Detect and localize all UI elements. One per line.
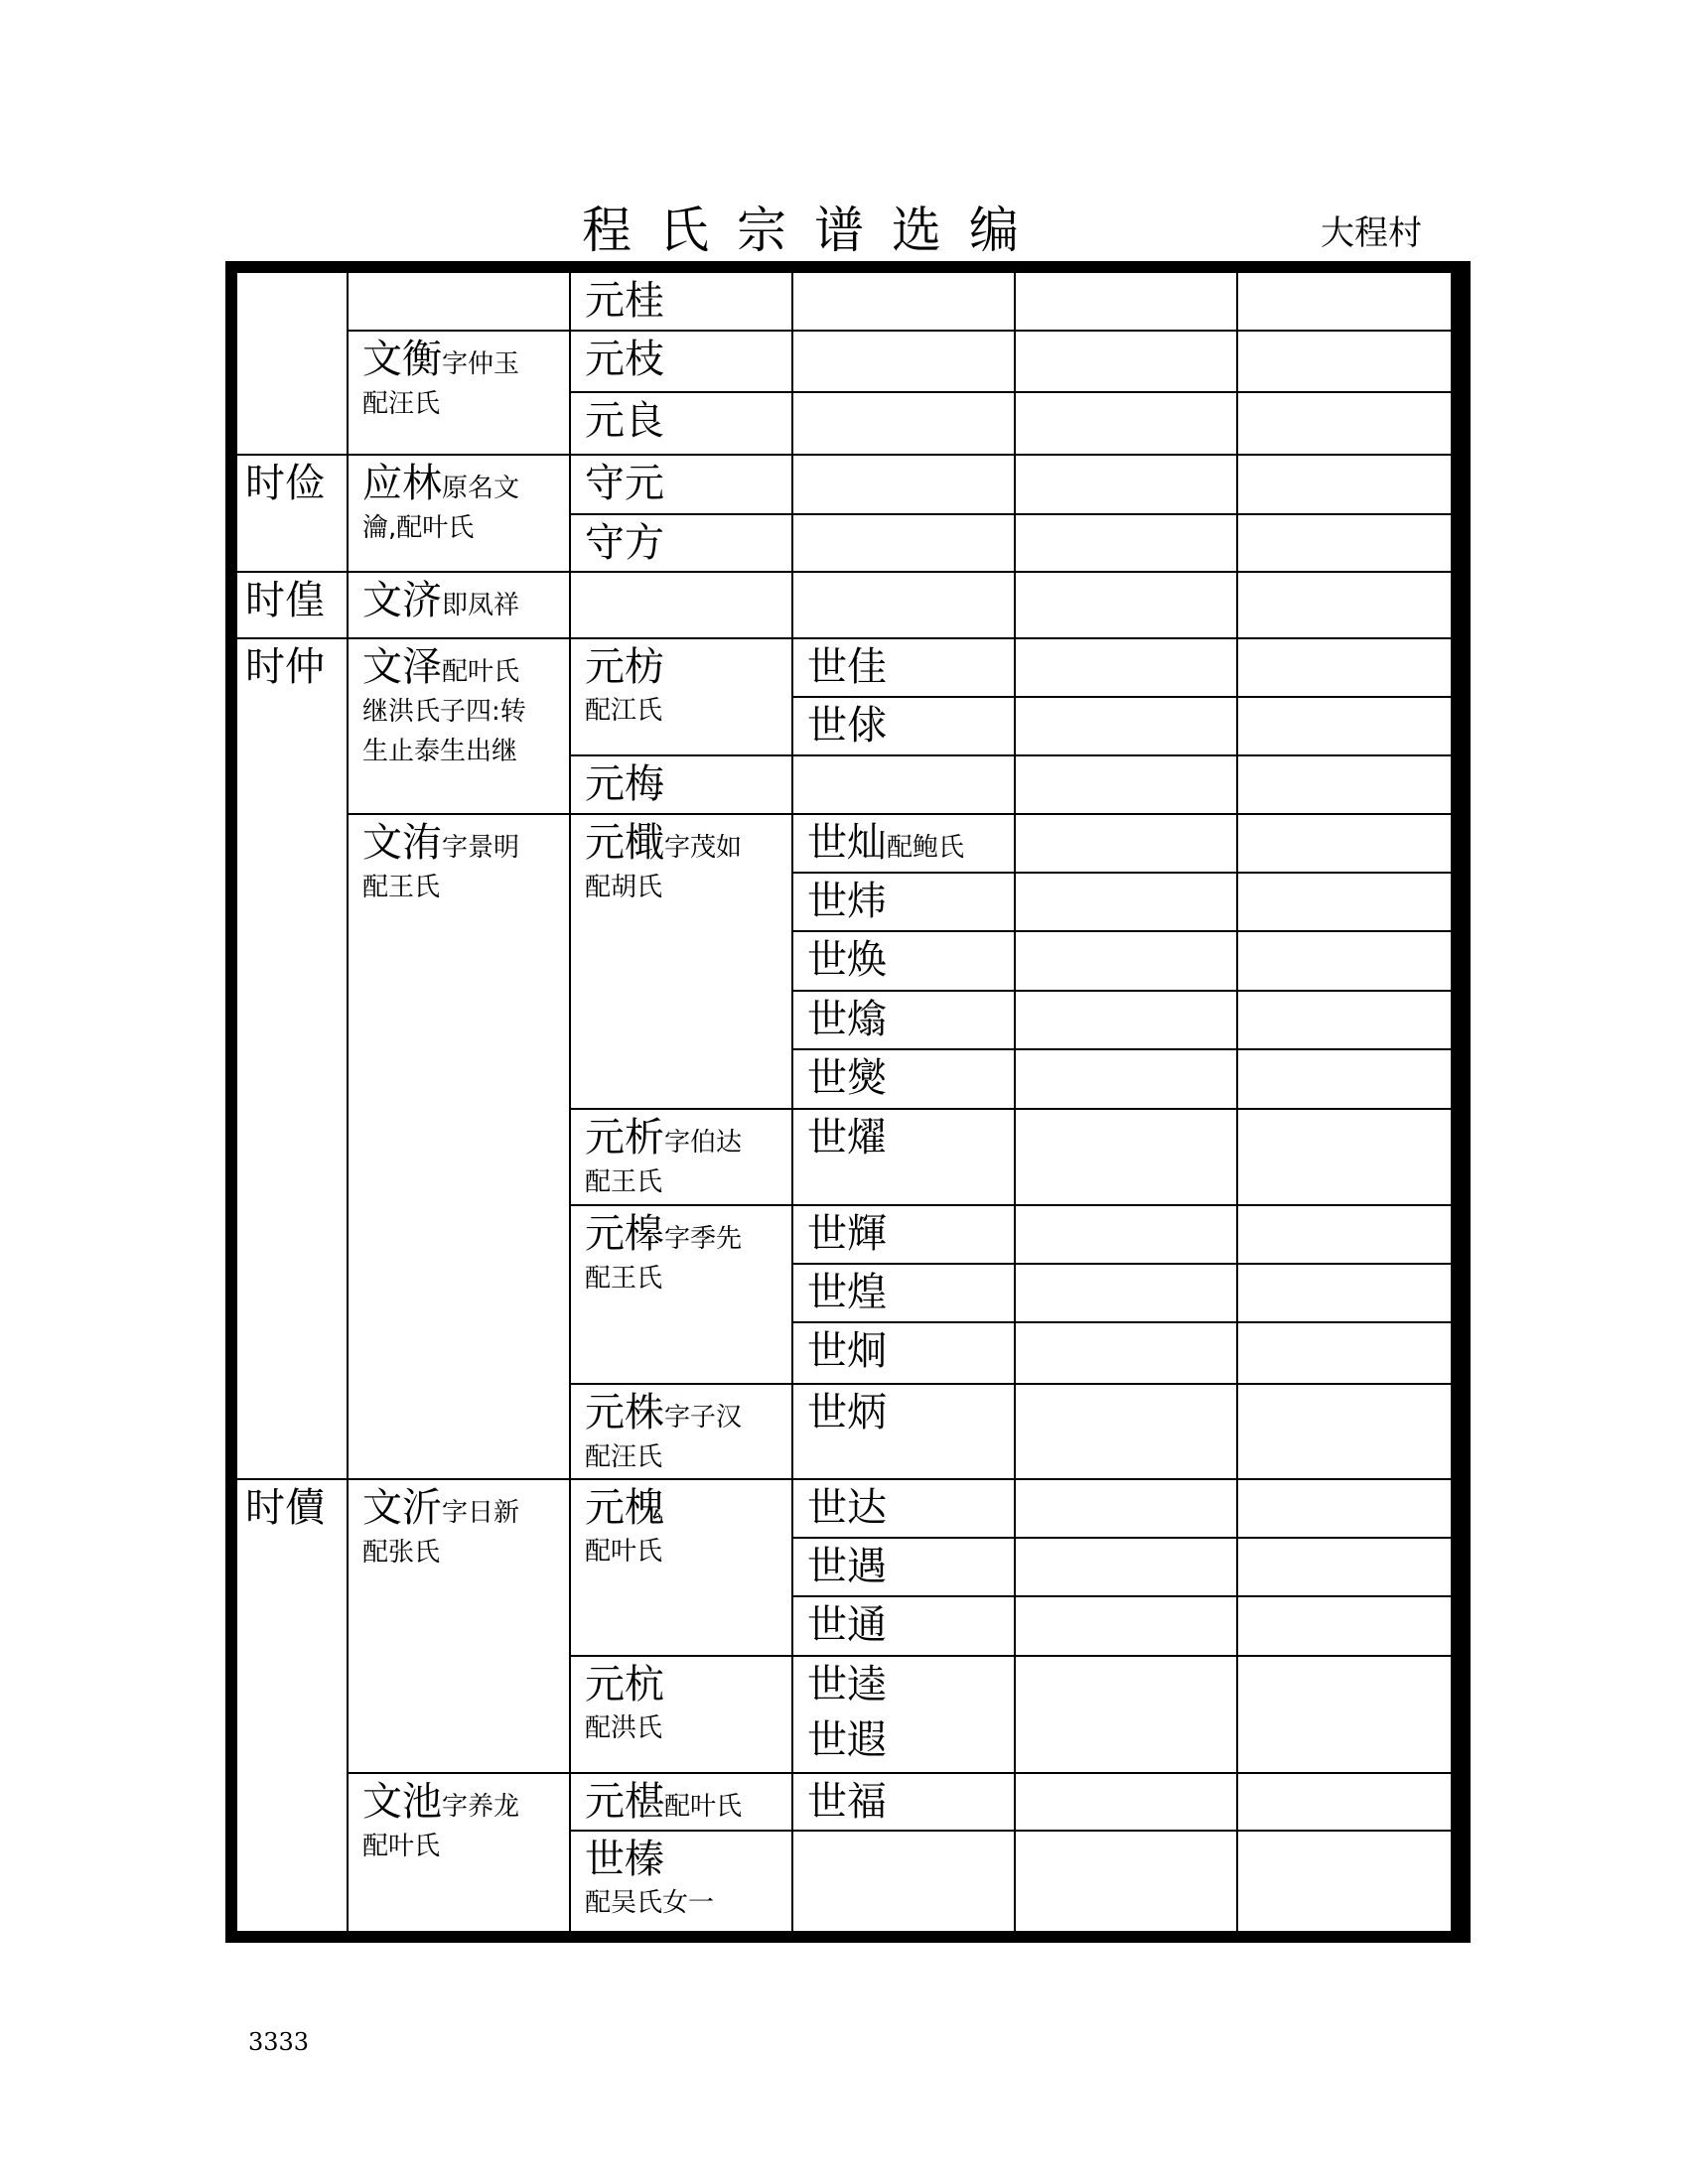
g3-name: 元桂 [585,278,664,324]
g4-name: 世焕 [807,937,887,983]
g3-cell-yuan-mei [571,756,793,815]
page-title: 程氏宗谱选编 [582,202,1047,259]
g5-cell-empty [1016,273,1238,332]
g3-name: 元杭 [585,1662,664,1707]
g3-note: 字茂如 [664,833,743,863]
g3-name: 元良 [585,398,664,444]
g6-cell-empty [1238,815,1453,874]
g1-cell-shi-zhong [237,639,349,1480]
g5-cell-empty [1016,1206,1238,1265]
g4-note: 配鲍氏 [887,833,965,863]
g6-cell-empty [1238,1832,1453,1933]
g3-cell-yuan-hang [571,1657,793,1774]
g1-name: 时偟 [245,578,325,623]
g4-cell-empty [793,332,1016,393]
g6-cell-empty [1238,1539,1453,1597]
g3-name: 元槐 [585,1485,664,1531]
g4-cell-shi-jing [793,992,1016,1050]
g6-cell-empty [1238,1206,1453,1265]
g5-cell-empty [1016,1385,1238,1480]
g5-cell-empty [1016,992,1238,1050]
g4-cell-shi-jiong [793,1323,1016,1385]
g5-cell-empty [1016,573,1238,639]
g3-name: 元株 [585,1390,664,1435]
g3-note: 配汪氏 [585,1442,663,1472]
g5-cell-empty [1016,1050,1238,1110]
g3-cell-shi-zhen [571,1832,793,1933]
g2-note: 瀹,配叶氏 [362,513,475,543]
g2-cell-wen-you [349,815,571,1480]
g3-cell-yuan-shen [571,1774,793,1832]
g4-cell-shi-hui [793,1206,1016,1265]
g2-name: 文泽 [362,644,442,690]
g1-name: 时仲 [245,644,325,690]
g3-note: 配王氏 [585,1167,663,1197]
g3-cell-yuan-zhu [571,1385,793,1480]
g4-name: 世炯 [807,1328,887,1374]
g4-cell-shi-tong [793,1597,1016,1657]
g3-name: 元梅 [585,761,664,807]
g4-cell-shi-huan [793,932,1016,992]
g5-cell-empty [1016,456,1238,515]
g3-note: 配王氏 [585,1264,663,1294]
g4-name: 世佳 [807,644,887,690]
g5-cell-empty [1016,1265,1238,1323]
g3-note: 配叶氏 [664,1792,743,1822]
g3-cell-yuan-gui [571,273,793,332]
g1-cell-shi-huang [237,573,349,639]
g6-cell-empty [1238,515,1453,573]
g4-cell-empty [793,756,1016,815]
g4-name: 世通 [807,1602,887,1648]
g1-name: 时儥 [245,1485,325,1531]
g4-cell-shi-huang [793,1265,1016,1323]
g6-cell-empty [1238,698,1453,756]
genealogy-table [235,271,1455,1933]
g3-note: 配吴氏女一 [585,1888,715,1918]
g2-name: 文济 [362,578,442,623]
g4-name: 世灿 [807,820,887,866]
g4-cell-empty [793,1832,1016,1933]
g2-note: 原名文 [442,474,520,503]
g5-cell-empty [1016,515,1238,573]
g4-name: 世爕 [807,1055,887,1101]
g6-cell-empty [1238,573,1453,639]
g4-name: 世炜 [807,879,887,924]
g2-cell-empty [349,273,571,332]
g5-cell-empty [1016,874,1238,932]
g2-note: 字仲玉 [442,349,520,379]
g6-cell-empty [1238,1597,1453,1657]
g6-cell-empty [1238,992,1453,1050]
g6-cell-empty [1238,874,1453,932]
g6-cell-empty [1238,756,1453,815]
g6-cell-empty [1238,1050,1453,1110]
g4-name: 世遐 [807,1717,887,1763]
page-number: 3333 [248,2028,310,2056]
g2-cell-wen-heng [349,332,571,456]
g3-cell-yuan-xi [571,1110,793,1206]
g3-note: 字子汉 [664,1403,743,1433]
g4-name: 世逵 [807,1662,887,1707]
g2-note: 配汪氏 [362,389,441,419]
g4-cell-shi-da [793,1480,1016,1539]
g3-cell-shou-yuan [571,456,793,515]
g4-cell-shi-jia [793,639,1016,698]
g4-name: 世燿 [807,1115,887,1160]
g5-cell-empty [1016,698,1238,756]
g6-cell-empty [1238,1774,1453,1832]
g3-cell-yuan-wei [571,815,793,1110]
g3-note: 字季先 [664,1224,743,1254]
g5-cell-empty [1016,1323,1238,1385]
g4-name: 世达 [807,1485,887,1531]
g2-note: 配王氏 [362,873,441,902]
g4-cell-shi-wei [793,874,1016,932]
g6-cell-empty [1238,1110,1453,1206]
g3-cell-yuan-liang [571,393,793,456]
g3-cell-yuan-fang [571,639,793,756]
g3-name: 元枋 [585,644,664,690]
g2-cell-wen-ji [349,573,571,639]
g3-name: 元檝 [585,820,664,866]
g2-note: 生止泰生出继 [362,737,518,766]
g4-cell-shi-fu [793,1774,1016,1832]
g5-cell-empty [1016,1657,1238,1774]
g1-cell-shi-jian [237,456,349,573]
g1-cell-empty [237,273,349,456]
g3-name: 守元 [585,461,664,506]
g5-cell-empty [1016,1832,1238,1933]
g4-cell-shi-yu [793,1539,1016,1597]
g3-note: 字伯达 [664,1128,743,1158]
g2-note: 字养龙 [442,1792,520,1822]
g4-cell-shi-kui-xia [793,1657,1016,1774]
g6-cell-empty [1238,1480,1453,1539]
g4-cell-shi-xie [793,1050,1016,1110]
g2-note: 即凤祥 [442,591,520,620]
g4-cell-empty [793,456,1016,515]
g5-cell-empty [1016,393,1238,456]
g6-cell-empty [1238,1265,1453,1323]
g6-cell-empty [1238,273,1453,332]
g2-note: 字日新 [442,1498,520,1528]
g3-name: 世榛 [585,1837,664,1882]
g5-cell-empty [1016,1597,1238,1657]
g4-cell-empty [793,515,1016,573]
g4-name: 世福 [807,1779,887,1825]
g2-cell-wen-yi [349,1480,571,1774]
g1-name: 时俭 [245,461,325,506]
g6-cell-empty [1238,1323,1453,1385]
g2-name: 应林 [362,461,442,506]
g2-name: 文池 [362,1779,442,1825]
g4-cell-shi-yao [793,1110,1016,1206]
g3-cell-empty [571,573,793,639]
g2-cell-ying-lin [349,456,571,573]
g4-name: 世炳 [807,1390,887,1435]
g6-cell-empty [1238,1657,1453,1774]
g3-note: 配胡氏 [585,873,663,902]
g3-name: 元槔 [585,1211,664,1257]
g5-cell-empty [1016,1774,1238,1832]
g4-cell-empty [793,573,1016,639]
g2-name: 文衡 [362,337,442,382]
g5-cell-empty [1016,639,1238,698]
g5-cell-empty [1016,1539,1238,1597]
g2-note: 配叶氏 [362,1832,441,1861]
g2-note: 继洪氏子四:转 [362,697,526,727]
g6-cell-empty [1238,456,1453,515]
g3-name: 元枝 [585,337,664,382]
g4-name: 世俅 [807,703,887,749]
genealogy-table-frame [225,261,1471,1943]
g5-cell-empty [1016,756,1238,815]
g4-name: 世遇 [807,1544,887,1589]
g4-cell-shi-qiu [793,698,1016,756]
g4-cell-shi-bing [793,1385,1016,1480]
g5-cell-empty [1016,1480,1238,1539]
g2-note: 配叶氏 [442,657,520,687]
village-name: 大程村 [1321,213,1422,253]
g4-name: 世輝 [807,1211,887,1257]
g4-cell-empty [793,273,1016,332]
g4-name: 世熻 [807,997,887,1042]
g2-name: 文沂 [362,1485,442,1531]
g6-cell-empty [1238,1385,1453,1480]
g4-cell-shi-can [793,815,1016,874]
g3-name: 元椹 [585,1779,664,1825]
g5-cell-empty [1016,932,1238,992]
g3-name: 元析 [585,1115,664,1160]
g3-cell-yuan-zhi [571,332,793,393]
g4-name: 世煌 [807,1270,887,1315]
g6-cell-empty [1238,639,1453,698]
g3-cell-yuan-gao [571,1206,793,1385]
g5-cell-empty [1016,815,1238,874]
g3-note: 配洪氏 [585,1713,663,1743]
g1-cell-shi-yu [237,1480,349,1933]
g3-name: 守方 [585,520,664,566]
g5-cell-empty [1016,332,1238,393]
g3-note: 配江氏 [585,696,663,726]
g3-cell-shou-fang [571,515,793,573]
g3-cell-yuan-huai [571,1480,793,1657]
g6-cell-empty [1238,332,1453,393]
g2-cell-wen-ze [349,639,571,815]
g2-name: 文洧 [362,820,442,866]
g3-note: 配叶氏 [585,1537,663,1567]
g2-cell-wen-chi [349,1774,571,1933]
g6-cell-empty [1238,393,1453,456]
g2-note: 字景明 [442,833,520,863]
g6-cell-empty [1238,932,1453,992]
g4-cell-empty [793,393,1016,456]
g5-cell-empty [1016,1110,1238,1206]
g2-note: 配张氏 [362,1538,441,1568]
